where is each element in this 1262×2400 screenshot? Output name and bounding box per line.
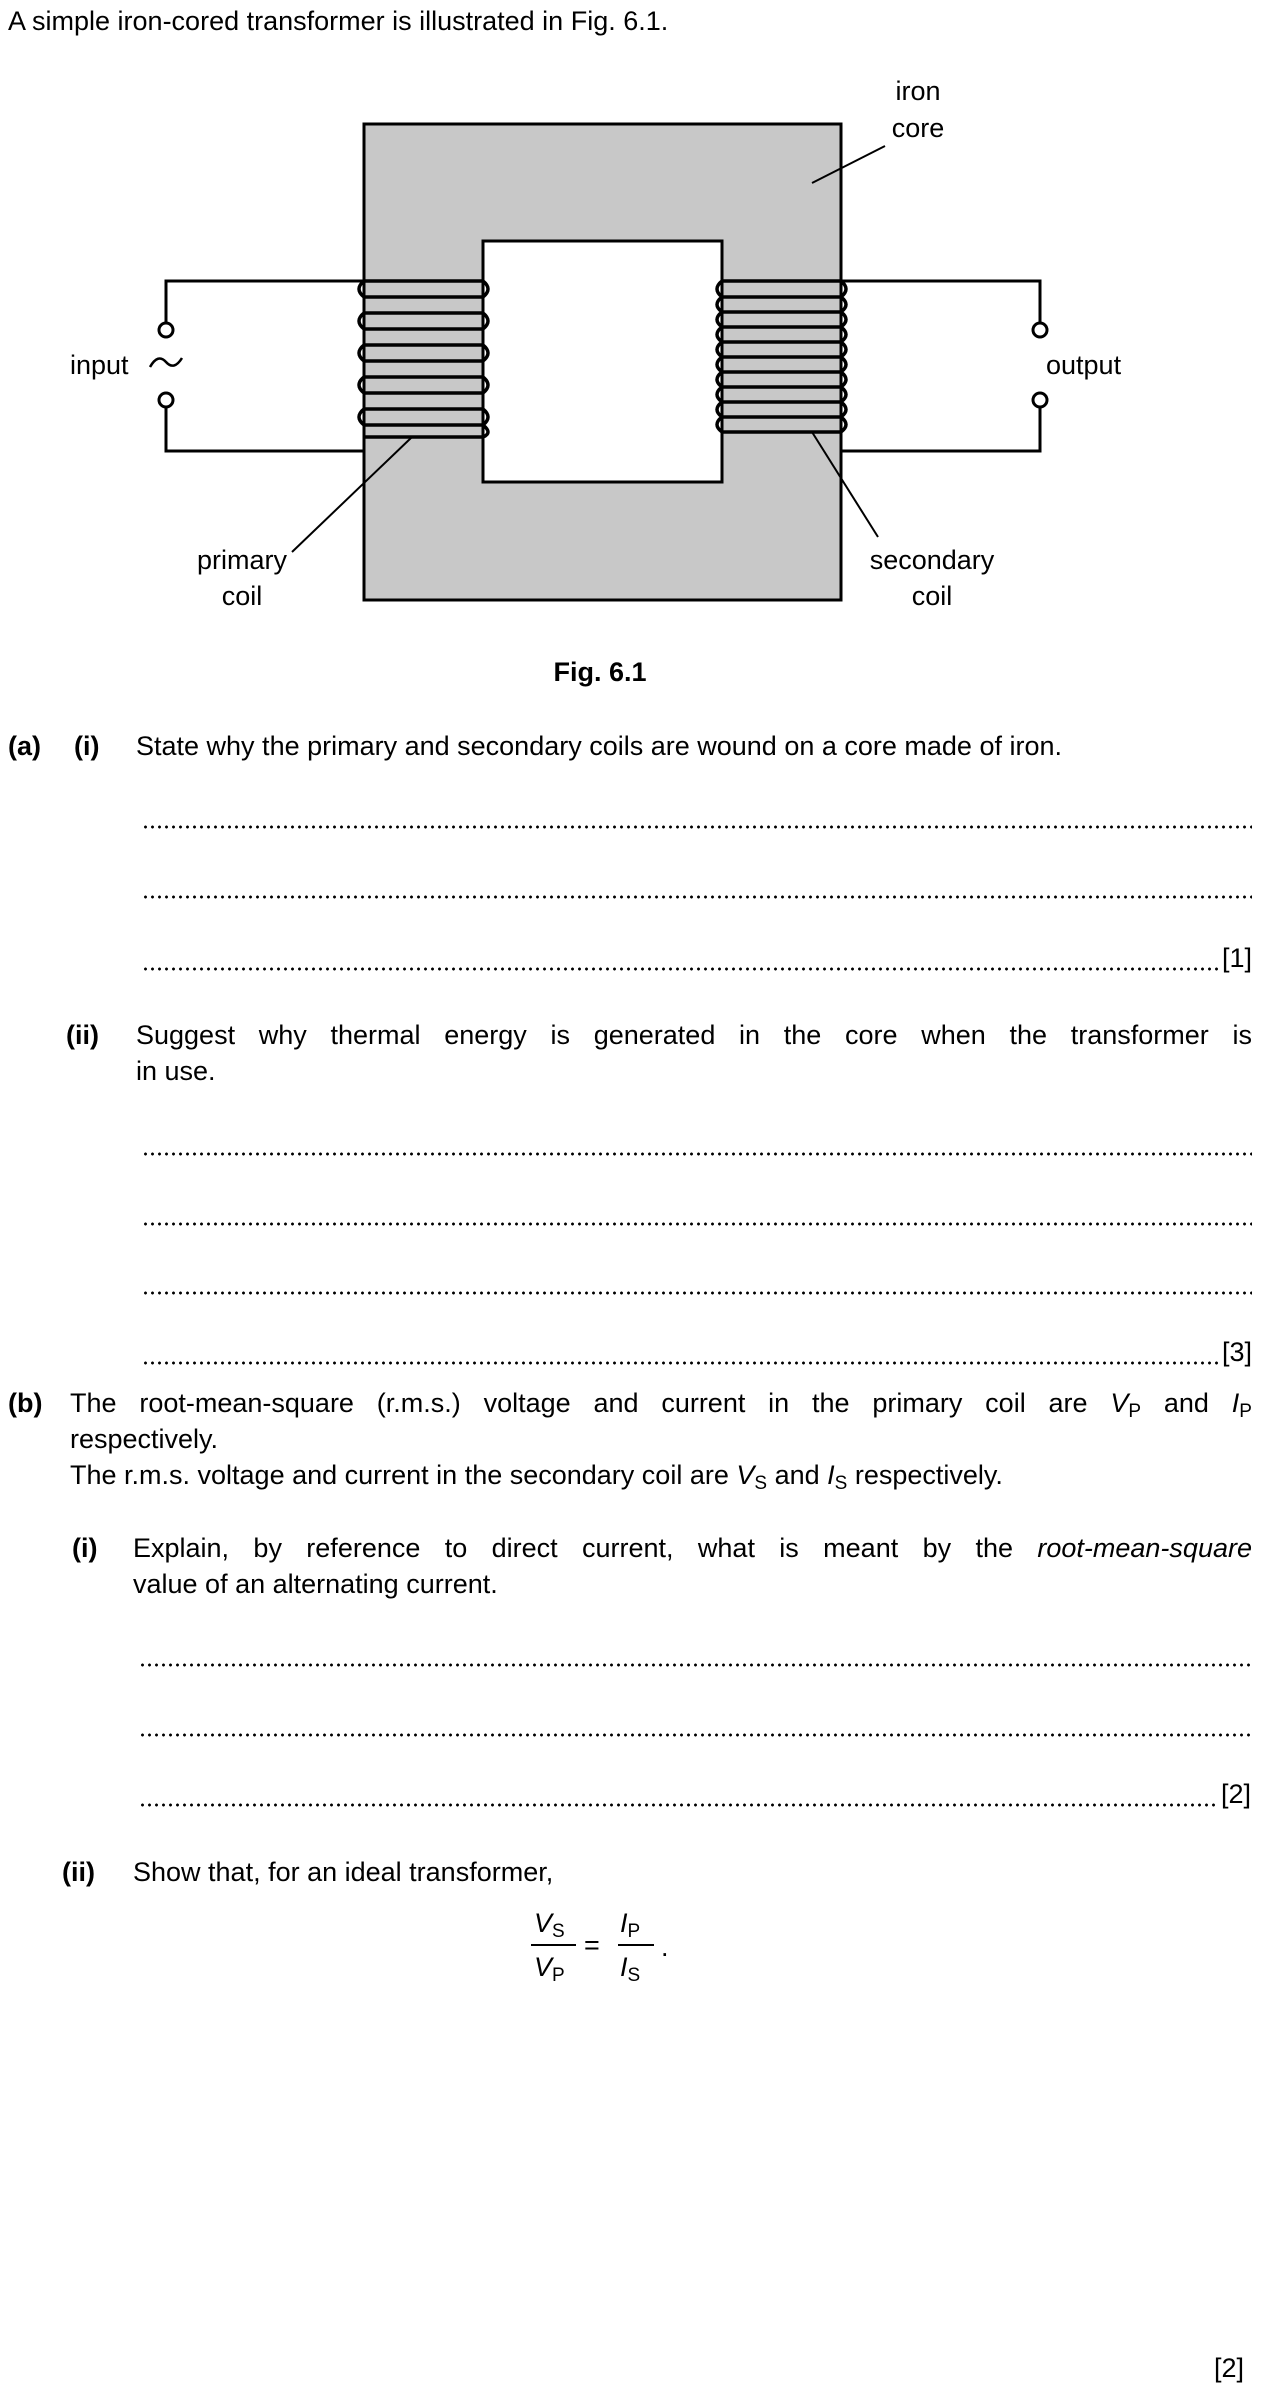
answer-line[interactable] [139,1778,1251,1808]
answer-line[interactable] [139,1638,1251,1668]
answer-line[interactable] [142,1336,1252,1366]
figure-caption: Fig. 6.1 [553,657,647,687]
part-b-ii-question: Show that, for an ideal transformer, [133,1857,554,1887]
part-b-i-question: Explain, by reference to direct current, what is meant by the root-mean-square value of an alternating current. [133,1533,1252,1599]
part-a-i-label: (i) [74,731,100,761]
label-output: output [1046,350,1122,380]
transformer-diagram [0,60,1262,700]
label-input: input [70,350,129,380]
part-a-ii-label: (ii) [66,1020,99,1050]
label-primary: primary [196,545,288,575]
answer-line[interactable] [142,942,1252,972]
answer-line[interactable] [142,800,1252,830]
equation: $V_S$ $V_P$ = $I_P$ $I_S$ . [526,1900,676,2010]
part-a-ii-question: Suggest why thermal energy is generated in the core when the transformer is in use. [136,1020,1252,1086]
fraction-bar [531,1944,576,1946]
answer-line[interactable] [142,1197,1252,1227]
answer-line[interactable] [142,1127,1252,1157]
part-b-i-label: (i) [72,1533,98,1563]
label-secondary: secondary [869,545,995,575]
part-b-label: (b) [8,1388,43,1418]
intro-text: A simple iron-cored transformer is illustrated in Fig. 6.1. [8,6,669,36]
label-iron: iron [895,76,941,106]
fraction-bar [618,1944,654,1946]
answer-line[interactable] [139,1708,1251,1738]
label-core: core [891,113,945,143]
marks-a-i: [1] [1221,943,1252,973]
marks-b-ii: [2] [1214,2353,1245,2383]
part-a-label: (a) [8,731,41,761]
label-secondary-coil: coil [911,581,953,611]
marks-b-i: [2] [1220,1779,1251,1809]
answer-line[interactable] [142,1266,1252,1296]
part-b-ii-label: (ii) [62,1857,95,1887]
input-wires [150,281,364,451]
part-a-i-question: State why the primary and secondary coils are wound on a core made of iron. [136,731,1062,761]
output-wires [841,281,1047,451]
ac-symbol-icon [150,358,182,367]
marks-a-ii: [3] [1221,1337,1252,1367]
label-primary-coil: coil [221,581,263,611]
part-b-intro: The root-mean-square (r.m.s.) voltage and current in the primary coil are $V_P$ and $I_P$ respectively. The r.m.s. voltage and current in the secondary coil are $V_S$ and $I_S$ respectively. [70,1388,1252,1494]
answer-line[interactable] [142,870,1252,900]
